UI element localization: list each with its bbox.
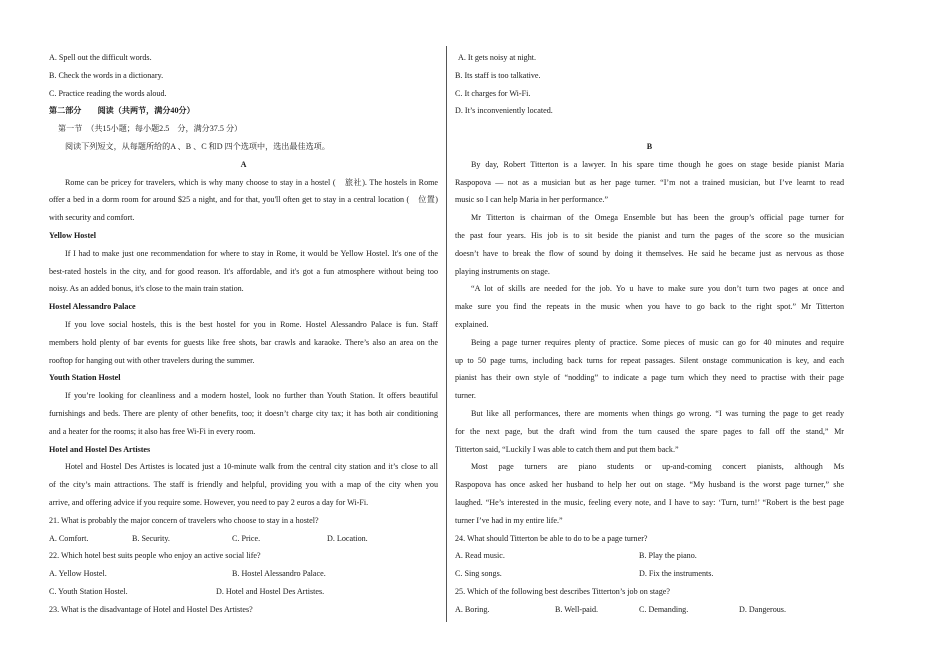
right-column — [455, 49, 844, 619]
option: A. Read music. — [455, 551, 505, 561]
intro-line: Rome can be pricey for travelers, which is why many choose to stay in a hostel ( 旅社). The hostels in Rome — [65, 177, 438, 187]
passage-line: Being a page turner requires plenty of practice. Some pieces of music can go for 40 minutes and require — [471, 337, 844, 347]
passage-line: But like all performances, there are moments when things go wrong. “I was turning the page to get ready — [471, 408, 844, 418]
option: C. Youth Station Hostel. — [49, 586, 128, 596]
hostel-text-line: furnishings and beds. There are plenty of other benefits, too; it doesn’t charge city tax; it has both air conditioning — [49, 408, 438, 418]
question-22-options — [49, 565, 438, 583]
option: A. Yellow Hostel. — [49, 569, 107, 579]
question-22: 22. Which hotel best suits people who enjoy an active social life? — [49, 551, 261, 561]
question-23: 23. What is the disadvantage of Hotel and Hostel Des Artistes? — [49, 604, 253, 614]
question-21-options — [49, 530, 438, 548]
question-24-options — [455, 565, 844, 583]
option: B. Play the piano. — [639, 551, 697, 561]
hostel-text-line: arrive, and offering advice if you require some. However, you need to pay 2 euros a day for Wi-Fi. — [49, 497, 369, 507]
hostel-text-line: If you love social hostels, this is the best hostel for you in Rome. Hostel Alessandro Palace is fun. Staff — [65, 319, 438, 329]
hostel-heading: Hotel and Hostel Des Artistes — [49, 444, 151, 454]
part-title: 第二部分 阅读（共两节，满分40分） — [49, 106, 195, 116]
question-24: 24. What should Titterton be able to do to be a page turner? — [455, 533, 648, 543]
option: B. Well-paid. — [555, 604, 599, 614]
hostel-text-line: rooftop for hanging out with other travelers during the summer. — [49, 355, 255, 365]
hostel-text-line: If I had to make just one recommendation for where to stay in Rome, it would be Yellow Hostel. It's one of the — [65, 248, 438, 258]
option: B. Security. — [132, 533, 170, 543]
hostel-heading: Hostel Alessandro Palace — [49, 302, 136, 312]
column-divider — [446, 46, 447, 622]
passage-line: Mr Titterton is chairman of the Omega Ensemble but has been the group’s official page turner for — [471, 213, 844, 223]
passage-line: “A lot of skills are needed for the job. Yo u have to make sure you don’t turn two pages at once and — [471, 284, 844, 294]
option: D. Dangerous. — [739, 604, 786, 614]
option-c: C. It charges for Wi-Fi. — [455, 88, 531, 98]
passage-line: playing instruments on stage. — [455, 266, 550, 276]
passage-line: up to 50 page turns, including back turns for repeat passages. Silent onstage communication is key, and each — [455, 355, 844, 365]
passage-line: explained. — [455, 319, 489, 329]
option: A. Boring. — [455, 604, 490, 614]
passage-line: music so I can help Maria in her performance.” — [455, 195, 609, 205]
passage-line: By day, Robert Titterton is a lawyer. In his spare time though he goes on stage beside pianist Maria — [471, 159, 844, 169]
option-d: D. It’s inconveniently located. — [455, 106, 553, 116]
hostel-text-line: and a heater for the rooms; it also has free Wi-Fi in every room. — [49, 426, 256, 436]
hostel-text-line: Hotel and Hostel Des Artistes is located just a 10-minute walk from the central city station and it’s close to all — [65, 462, 438, 472]
question-21: 21. What is probably the major concern of travelers who choose to stay in a hostel? — [49, 515, 319, 525]
passage-line: pianist has their own style of “nodding” to indicate a page turn which they need to practise with their page — [455, 373, 844, 383]
passage-line: Raspopova — not as a musician but as her page turner. “I’m not a trained musician, but I’ve learnt to read — [455, 177, 844, 187]
passage-line: for the next page, but the draft wind from the turn caused the spare pages to fall off the stand,” Mr — [455, 426, 844, 436]
passage-line: make sure you find the repeats in the music when you have to go back to the right spot.” Mr Titterton — [455, 302, 844, 312]
question-24-options — [455, 547, 844, 565]
passage-line: Most page turners are piano students or up-and-coming concert pianists, although Ms — [471, 462, 844, 472]
option-b: B. Check the words in a dictionary. — [49, 70, 164, 80]
option: C. Demanding. — [639, 604, 689, 614]
option: D. Fix the instruments. — [639, 569, 714, 579]
option: D. Hotel and Hostel Des Artistes. — [216, 586, 325, 596]
passage-label-a: A — [240, 159, 247, 169]
intro-line: with security and comfort. — [49, 213, 135, 223]
passage-line: turner. — [455, 391, 476, 401]
option-a: A. It gets noisy at night. — [458, 53, 537, 62]
instructions: 阅读下列短文，从每题所给的A 、B 、C 和D 四个选项中，选出最佳选项。 — [65, 141, 330, 151]
passage-line: Titterton said, “Luckily I was able to catch them and put them back.” — [455, 444, 679, 454]
passage-label-b: B — [646, 141, 653, 151]
passage-line: Raspopova has once asked her husband to help her out on stage. “My husband is the worst page turner,” she — [455, 480, 844, 490]
option-b: B. Its staff is too talkative. — [455, 70, 541, 80]
intro-line: offer a bed in a dorm room for around $25 a night, and for that, you'll often get to stay in a central location ( 位置) — [49, 195, 438, 205]
left-column — [49, 49, 438, 619]
hostel-heading: Yellow Hostel — [49, 230, 96, 240]
hostel-text-line: members hold plenty of bar events for guests like free shots, bar crawls and karaoke. There’s also an area on the — [49, 337, 438, 347]
question-25-options — [455, 601, 844, 619]
section-title: 第一节 （共15小题；每小题2.5 分，满分37.5 分） — [58, 124, 243, 134]
option-a: A. Spell out the difficult words. — [49, 53, 152, 62]
passage-line: doesn’t have to break the flow of sound by doing it themselves. He said he became just as nervous as those — [455, 248, 844, 258]
passage-line: laughed. “He’s interested in the music, feeling every note, and I have to say: ‘Turn, turn!’ “Robert is the best page — [455, 497, 844, 507]
hostel-text-line: best-rated hostels in the city, and for good reason. It's affordable, and it's got a fun atmosphere without being too — [49, 266, 438, 276]
option: C. Sing songs. — [455, 569, 502, 579]
option: C. Price. — [232, 533, 261, 543]
option-c: C. Practice reading the words aloud. — [49, 88, 167, 98]
question-22-options — [49, 583, 438, 601]
hostel-text-line: If you’re looking for cleanliness and a modern hostel, look no further than Youth Station. It offers beautiful — [65, 391, 438, 401]
question-25: 25. Which of the following best describes Titterton’s job on stage? — [455, 586, 670, 596]
passage-line: the past four years. His job is to sit beside the pianist and turn the pages of the score so the musician — [455, 230, 844, 240]
option: D. Location. — [327, 533, 368, 543]
option: A. Comfort. — [49, 533, 89, 543]
hostel-text-line: of the city’s main attractions. The staff is friendly and helpful, providing you with a map of the city when you — [49, 480, 438, 490]
option: B. Hostel Alessandro Palace. — [232, 569, 326, 579]
passage-line: turner I’ve had in my entire life.” — [455, 515, 563, 525]
hostel-text-line: noisy. As an added bonus, it's close to the main train station. — [49, 284, 244, 294]
hostel-heading: Youth Station Hostel — [49, 373, 121, 383]
